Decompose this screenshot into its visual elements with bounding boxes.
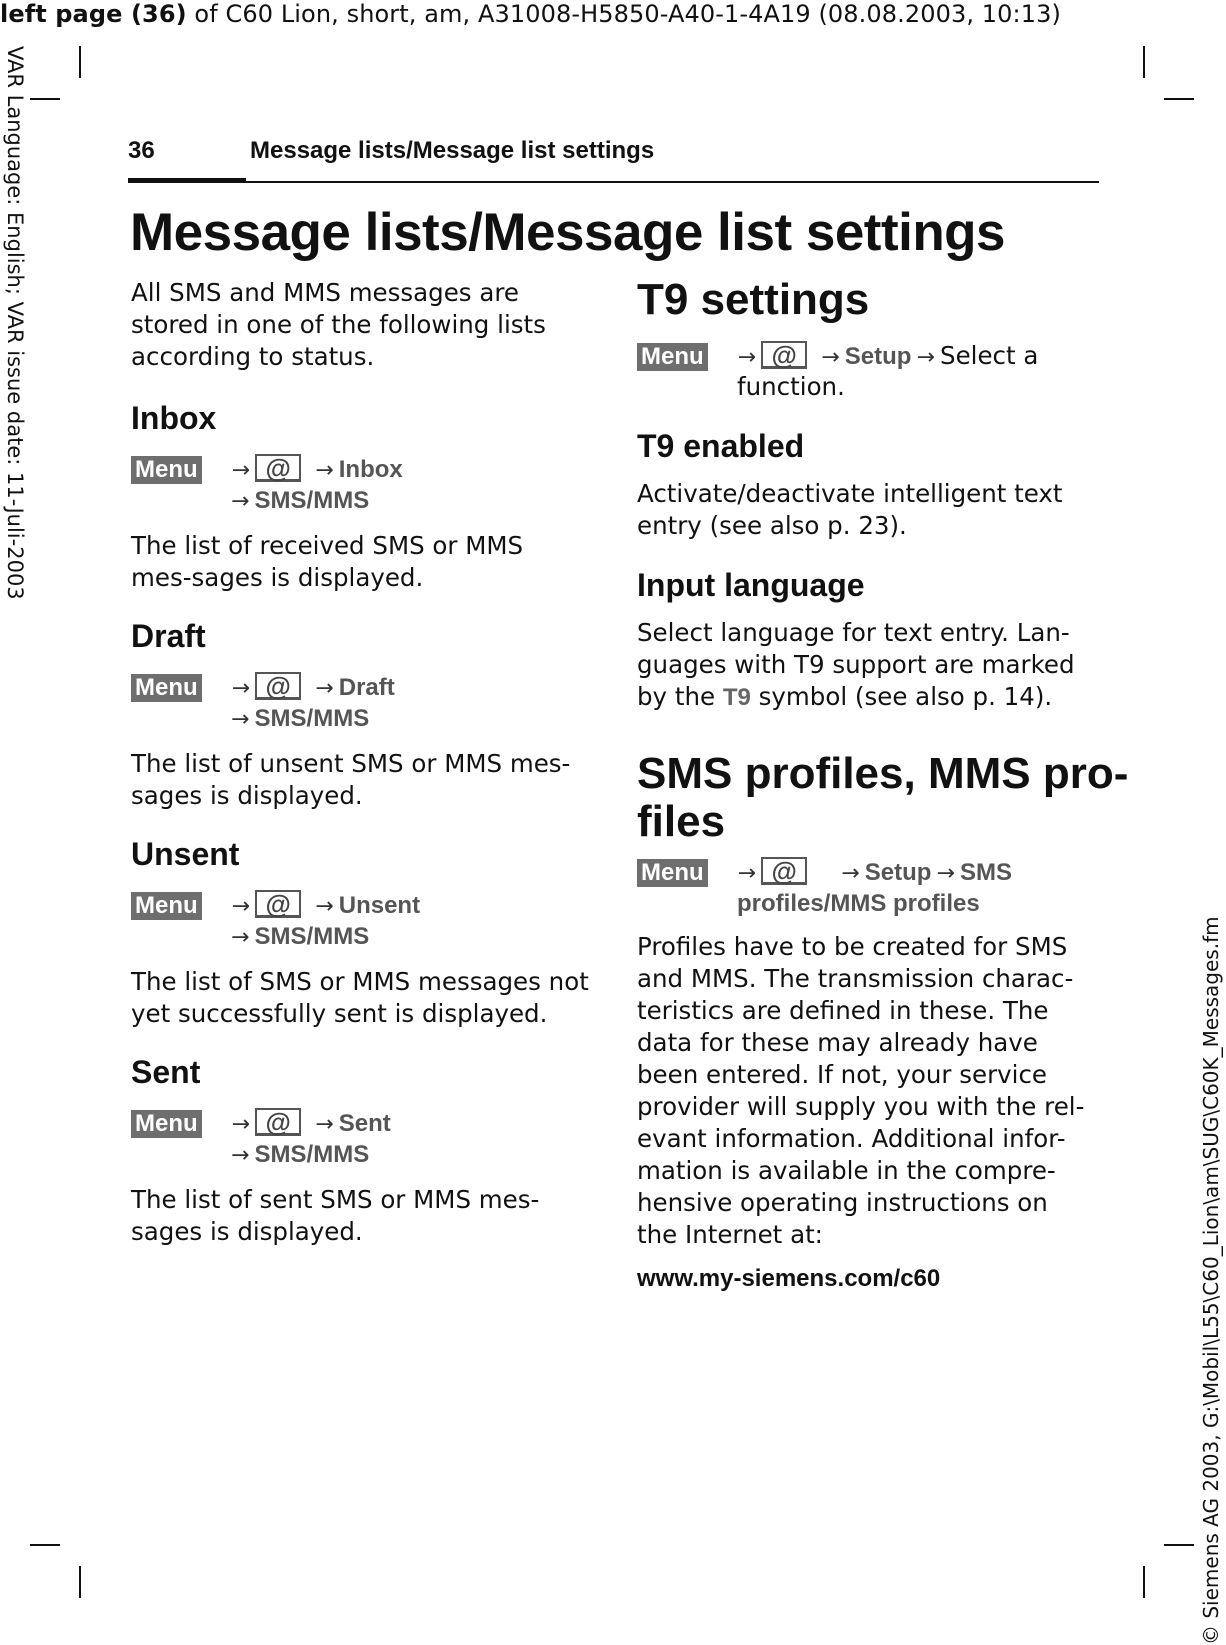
arrow-icon: →: [231, 707, 250, 732]
print-header: [0, 0, 1061, 28]
page-number: 36: [128, 137, 155, 164]
nav-setup: Setup: [844, 343, 912, 370]
sent-nav: [131, 1108, 391, 1141]
menu-key: Menu: [637, 859, 708, 887]
unsent-nav: [131, 890, 420, 923]
t9-settings-heading: T9 settings: [637, 275, 870, 324]
profiles-heading-line2: files: [637, 797, 726, 846]
nav-sms-mms: SMS/MMS: [254, 487, 370, 514]
draft-nav: [131, 672, 395, 705]
unsent-text: The list of SMS or MMS messages not yet successfully sent is displayed.: [131, 967, 589, 1028]
sent-heading: Sent: [131, 1054, 201, 1090]
nav-sms-mms: SMS/MMS: [254, 1141, 370, 1168]
print-header-rest: of C60 Lion, short, am, A31008-H5850-A40-1-4A19 (08.08.2003, 10:13): [186, 0, 1061, 28]
nav-unsent: Unsent: [338, 892, 421, 919]
arrow-icon: →: [231, 1112, 251, 1137]
menu-key: Menu: [131, 456, 202, 484]
nav-draft: Draft: [338, 674, 395, 701]
t9-enabled-heading: T9 enabled: [637, 428, 805, 464]
arrow-icon: →: [231, 458, 251, 483]
siemens-url[interactable]: www.my-siemens.com/c60: [637, 1265, 941, 1292]
message-envelope-icon: @: [255, 454, 301, 482]
message-envelope-icon: @: [255, 672, 301, 700]
input-language-text-a: Select language for text entry. Lan-guages with T9 support are marked by the: [637, 618, 1075, 711]
running-header-title: Message lists/Message list settings: [250, 137, 655, 164]
arrow-icon: →: [916, 345, 935, 370]
crop-mark: [1164, 1544, 1194, 1546]
inbox-text: The list of received SMS or MMS mes-sages is displayed.: [131, 531, 524, 592]
profiles-heading-line1: SMS profiles, MMS pro-: [637, 749, 1129, 798]
arrow-icon: →: [231, 489, 250, 514]
menu-key: Menu: [637, 343, 708, 371]
message-envelope-icon: @: [761, 857, 807, 885]
header-rule-thick: [128, 178, 246, 183]
crop-mark: [30, 1544, 60, 1546]
nav-inbox: Inbox: [338, 456, 403, 483]
crop-mark: [30, 98, 60, 100]
input-language-text: [637, 617, 1095, 714]
crop-mark: [1143, 1566, 1145, 1598]
nav-sms: SMS: [960, 859, 1013, 886]
draft-text: The list of unsent SMS or MMS mes-sages is displayed.: [131, 749, 571, 810]
arrow-icon: →: [231, 1143, 250, 1168]
arrow-icon: →: [315, 676, 334, 701]
inbox-heading: Inbox: [131, 400, 217, 436]
draft-nav-line2: [231, 704, 369, 736]
nav-sent: Sent: [338, 1110, 391, 1137]
print-header-bold: left page (36): [0, 0, 187, 28]
profiles-nav-line2: [737, 889, 980, 921]
arrow-icon: →: [821, 345, 840, 370]
nav-setup: Setup: [864, 859, 932, 886]
menu-key: Menu: [131, 674, 202, 702]
nav-sms-mms: SMS/MMS: [254, 705, 370, 732]
arrow-icon: →: [936, 861, 955, 886]
profiles-nav: [637, 857, 1012, 890]
message-envelope-icon: @: [255, 890, 301, 918]
crop-mark: [1164, 98, 1194, 100]
sent-nav-line2: [231, 1140, 369, 1172]
nav-select-function: Select a: [940, 341, 1039, 370]
unsent-heading: Unsent: [131, 836, 240, 872]
message-envelope-icon: @: [255, 1108, 301, 1136]
arrow-icon: →: [841, 861, 860, 886]
t9-enabled-text: Activate/deactivate intelligent text entry (see also p. 23).: [637, 479, 1063, 540]
menu-key: Menu: [131, 1110, 202, 1138]
arrow-icon: →: [315, 458, 334, 483]
nav-function-text: function.: [737, 372, 845, 401]
message-envelope-icon: @: [761, 341, 807, 369]
input-language-text-b: symbol (see also p. 14).: [758, 682, 1053, 711]
crop-mark: [79, 46, 81, 78]
profiles-heading: [637, 750, 1128, 846]
side-text-copyright: © Siemens AG 2003, G:\Mobil\L55\C60_Lion\am\SUG\C60K_Messages.fm: [1199, 916, 1223, 1645]
menu-key: Menu: [131, 892, 202, 920]
nav-profiles: profiles/MMS profiles: [737, 890, 980, 917]
arrow-icon: →: [737, 345, 757, 370]
t9-nav: [637, 340, 1038, 374]
page-title: Message lists/Message list settings: [130, 203, 1006, 262]
inbox-nav: [131, 454, 403, 487]
nav-sms-mms: SMS/MMS: [254, 923, 370, 950]
arrow-icon: →: [315, 1112, 334, 1137]
unsent-nav-line2: [231, 922, 369, 954]
profiles-text: Profiles have to be created for SMS and MMS. The transmission charac-teristics are defined in these. The data for these may already have been entered. If not, your service provider will supply you with the rel-evant information. Additional infor-mation is available in the compre-hensive operating instructions on the Internet at:: [637, 932, 1085, 1249]
input-language-heading: Input language: [637, 567, 865, 603]
arrow-icon: →: [231, 925, 250, 950]
crop-mark: [79, 1566, 81, 1598]
intro-text: All SMS and MMS messages are stored in one of the following lists according to status.: [131, 278, 546, 371]
draft-heading: Draft: [131, 618, 206, 654]
sent-text: The list of sent SMS or MMS mes-sages is displayed.: [131, 1185, 540, 1246]
arrow-icon: →: [231, 676, 251, 701]
arrow-icon: →: [231, 894, 251, 919]
side-text-language: VAR Language: English; VAR issue date: 11-Juli-2003: [3, 46, 27, 600]
t9-symbol: T9: [722, 684, 751, 711]
header-rule: [246, 181, 1099, 183]
crop-mark: [1143, 46, 1145, 78]
arrow-icon: →: [737, 861, 757, 886]
arrow-icon: →: [315, 894, 334, 919]
inbox-nav-line2: [231, 486, 369, 518]
